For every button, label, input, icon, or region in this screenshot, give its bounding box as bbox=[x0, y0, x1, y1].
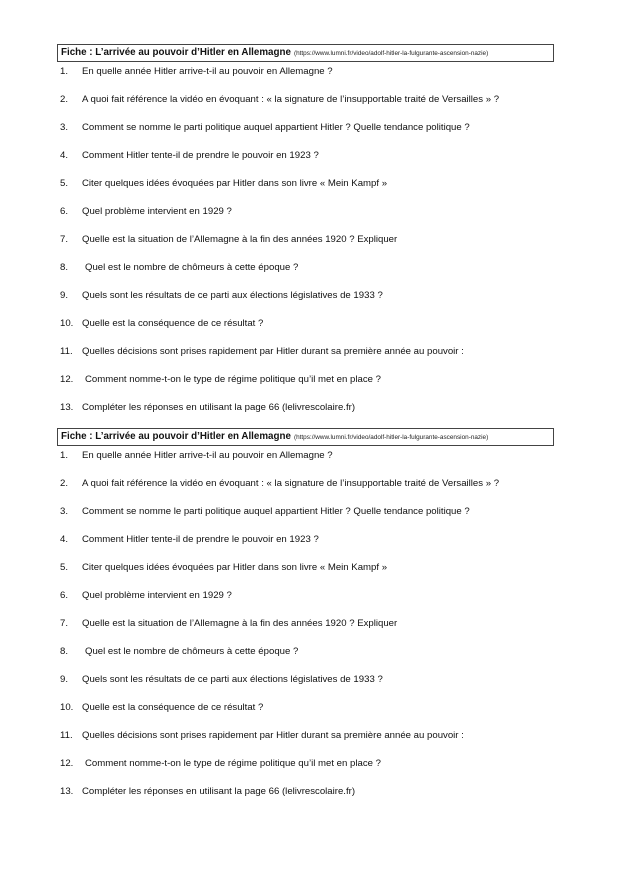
question-number: 7. bbox=[60, 618, 69, 629]
source-url: (https://www.lumni.fr/video/adolf-hitler-la-fulgurante-ascension-nazie) bbox=[293, 50, 489, 57]
question-text: Quels sont les résultats de ce parti aux élections législatives de 1933 ? bbox=[82, 290, 383, 301]
worksheet-title: Fiche : L’arrivée au pouvoir d’Hitler en Allemagne bbox=[61, 431, 291, 442]
question-number: 11. bbox=[60, 346, 73, 357]
question-number: 3. bbox=[60, 506, 69, 517]
question-item bbox=[0, 702, 620, 716]
question-number: 4. bbox=[60, 150, 69, 161]
question-item bbox=[0, 590, 620, 604]
question-number: 2. bbox=[60, 94, 69, 105]
question-number: 6. bbox=[60, 590, 69, 601]
worksheet-title: Fiche : L’arrivée au pouvoir d’Hitler en Allemagne bbox=[61, 47, 291, 58]
question-text: Quel problème intervient en 1929 ? bbox=[82, 206, 232, 217]
question-item bbox=[0, 346, 620, 360]
question-item bbox=[0, 262, 620, 276]
question-text: A quoi fait référence la vidéo en évoquant : « la signature de l’insupportable traité de Versailles » ? bbox=[82, 94, 500, 105]
question-item bbox=[0, 94, 620, 108]
question-number: 8. bbox=[60, 262, 69, 273]
question-item bbox=[0, 506, 620, 520]
question-text: En quelle année Hitler arrive-t-il au pouvoir en Allemagne ? bbox=[82, 66, 333, 77]
question-item bbox=[0, 450, 620, 464]
question-text: Comment Hitler tente-il de prendre le pouvoir en 1923 ? bbox=[82, 534, 319, 545]
question-item bbox=[0, 478, 620, 492]
source-url: (https://www.lumni.fr/video/adolf-hitler-la-fulgurante-ascension-nazie) bbox=[293, 434, 489, 441]
question-number: 3. bbox=[60, 122, 69, 133]
question-number: 1. bbox=[60, 450, 69, 461]
question-item bbox=[0, 150, 620, 164]
question-item bbox=[0, 374, 620, 388]
question-text: Quelles décisions sont prises rapidement par Hitler durant sa première année au pouvoir : bbox=[82, 346, 464, 357]
question-number: 9. bbox=[60, 674, 69, 685]
question-text: A quoi fait référence la vidéo en évoquant : « la signature de l’insupportable traité de Versailles » ? bbox=[82, 478, 500, 489]
question-text: Comment nomme-t-on le type de régime politique qu’il met en place ? bbox=[85, 758, 381, 769]
worksheet-header bbox=[57, 44, 554, 62]
question-item bbox=[0, 122, 620, 136]
question-number: 7. bbox=[60, 234, 69, 245]
question-text: Citer quelques idées évoquées par Hitler dans son livre « Mein Kampf » bbox=[82, 562, 388, 573]
question-text: Quel est le nombre de chômeurs à cette époque ? bbox=[85, 646, 299, 657]
question-text: Compléter les réponses en utilisant la page 66 (lelivrescolaire.fr) bbox=[82, 786, 356, 797]
question-number: 12. bbox=[60, 758, 74, 769]
question-number: 9. bbox=[60, 290, 69, 301]
question-number: 5. bbox=[60, 178, 69, 189]
question-number: 1. bbox=[60, 66, 69, 77]
question-text: En quelle année Hitler arrive-t-il au pouvoir en Allemagne ? bbox=[82, 450, 333, 461]
question-number: 8. bbox=[60, 646, 69, 657]
question-text: Comment se nomme le parti politique auquel appartient Hitler ? Quelle tendance politique ? bbox=[82, 122, 470, 133]
question-item bbox=[0, 674, 620, 688]
question-item bbox=[0, 730, 620, 744]
question-item bbox=[0, 290, 620, 304]
question-text: Comment nomme-t-on le type de régime politique qu’il met en place ? bbox=[85, 374, 381, 385]
question-item bbox=[0, 534, 620, 548]
question-item bbox=[0, 562, 620, 576]
question-text: Quel problème intervient en 1929 ? bbox=[82, 590, 232, 601]
question-item bbox=[0, 318, 620, 332]
question-text: Compléter les réponses en utilisant la page 66 (lelivrescolaire.fr) bbox=[82, 402, 356, 413]
question-item bbox=[0, 66, 620, 80]
question-number: 5. bbox=[60, 562, 69, 573]
question-item bbox=[0, 206, 620, 220]
question-number: 13. bbox=[60, 786, 74, 797]
question-text: Quelles décisions sont prises rapidement par Hitler durant sa première année au pouvoir : bbox=[82, 730, 464, 741]
question-number: 12. bbox=[60, 374, 74, 385]
question-text: Quels sont les résultats de ce parti aux élections législatives de 1933 ? bbox=[82, 674, 383, 685]
question-text: Quelle est la conséquence de ce résultat ? bbox=[82, 702, 264, 713]
question-item bbox=[0, 402, 620, 416]
question-text: Quel est le nombre de chômeurs à cette époque ? bbox=[85, 262, 299, 273]
question-number: 2. bbox=[60, 478, 69, 489]
worksheet-header bbox=[57, 428, 554, 446]
question-number: 11. bbox=[60, 730, 73, 741]
question-item bbox=[0, 786, 620, 800]
question-text: Citer quelques idées évoquées par Hitler dans son livre « Mein Kampf » bbox=[82, 178, 388, 189]
question-text: Comment Hitler tente-il de prendre le pouvoir en 1923 ? bbox=[82, 150, 319, 161]
question-number: 10. bbox=[60, 318, 74, 329]
question-text: Quelle est la situation de l’Allemagne à la fin des années 1920 ? Expliquer bbox=[82, 234, 398, 245]
question-text: Quelle est la situation de l’Allemagne à la fin des années 1920 ? Expliquer bbox=[82, 618, 398, 629]
question-item bbox=[0, 758, 620, 772]
question-item bbox=[0, 646, 620, 660]
question-text: Quelle est la conséquence de ce résultat ? bbox=[82, 318, 264, 329]
question-number: 13. bbox=[60, 402, 74, 413]
question-text: Comment se nomme le parti politique auquel appartient Hitler ? Quelle tendance politique ? bbox=[82, 506, 470, 517]
question-number: 4. bbox=[60, 534, 69, 545]
question-item bbox=[0, 234, 620, 248]
question-item bbox=[0, 618, 620, 632]
question-number: 6. bbox=[60, 206, 69, 217]
question-number: 10. bbox=[60, 702, 74, 713]
question-item bbox=[0, 178, 620, 192]
